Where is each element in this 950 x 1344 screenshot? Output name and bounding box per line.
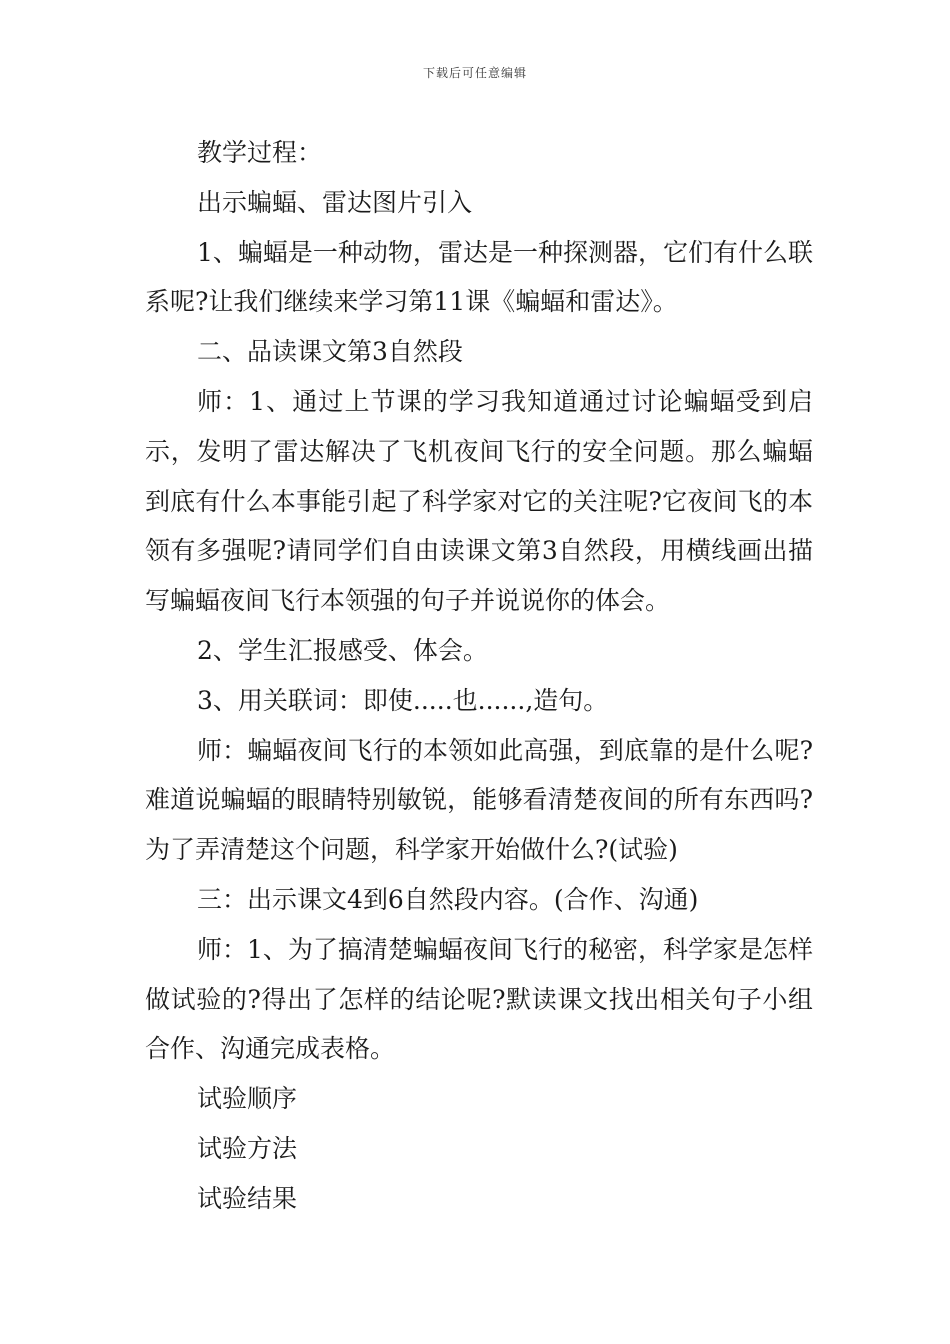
paragraph-step-3: 3、用关联词：即使.....也......,造句。 (197, 685, 609, 715)
page-header: 下载后可任意编辑 (422, 66, 527, 80)
document-body (145, 128, 813, 1224)
paragraph-step-1: 1、蝙蝠是一种动物，雷达是一种探测器，它们有什么联系呢?让我们继续来学习第11课《蝙蝠和雷达》。 (145, 237, 813, 317)
paragraph-section-2: 二、品读课文第3自然段 (197, 337, 463, 367)
paragraph-intro-images: 出示蝙蝠、雷达图片引入 (197, 187, 473, 217)
paragraph-teaching-process: 教学过程： (197, 138, 323, 167)
paragraph-teacher-1: 师：1、通过上节课的学习我知道通过讨论蝙蝠受到启示，发明了雷达解决了飞机夜间飞行的安全问题。那么蝙蝠到底有什么本事能引起了科学家对它的关注呢?它夜间飞的本领有多强呢?请同学们自由读课文第3自然段，用横线画出描写蝙蝠夜间飞行本领强的句子并说说你的体会。 (145, 386, 813, 616)
table-item-order: 试验顺序 (197, 1084, 298, 1114)
paragraph-section-3: 三：出示课文4到6自然段内容。(合作、沟通) (197, 884, 699, 914)
table-item-result: 试验结果 (197, 1183, 298, 1213)
table-item-method: 试验方法 (197, 1133, 298, 1163)
paragraph-teacher-2: 师：蝙蝠夜间飞行的本领如此高强，到底靠的是什么呢?难道说蝙蝠的眼睛特别敏锐，能够看清楚夜间的所有东西吗?为了弄清楚这个问题，科学家开始做什么?(试验) (145, 735, 813, 865)
paragraph-step-2: 2、学生汇报感受、体会。 (197, 635, 488, 665)
paragraph-teacher-3: 师：1、为了搞清楚蝙蝠夜间飞行的秘密，科学家是怎样做试验的?得出了怎样的结论呢?默读课文找出相关句子小组合作、沟通完成表格。 (145, 934, 813, 1064)
